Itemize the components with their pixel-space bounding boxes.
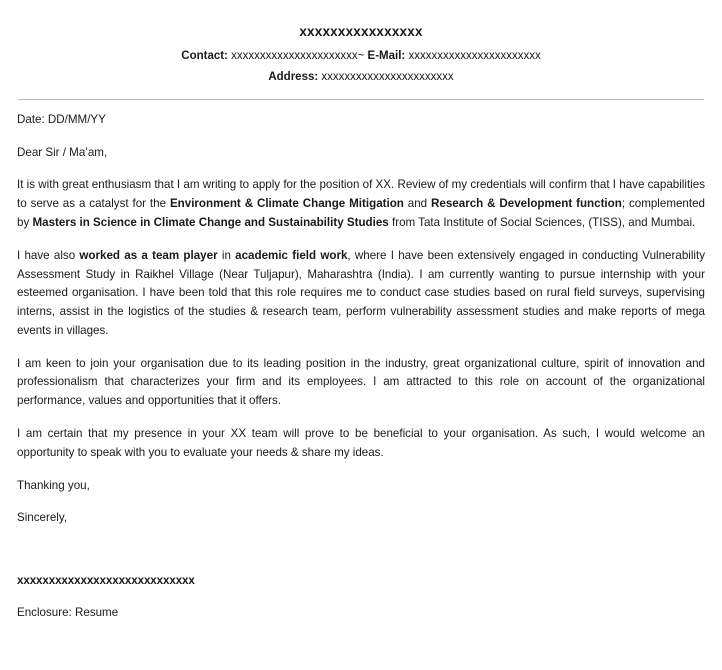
sincerely-line: Sincerely,: [17, 511, 68, 525]
salutation: Dear Sir / Ma’am,: [17, 145, 108, 159]
contact-label: Contact:: [181, 50, 228, 63]
address-label: Address:: [268, 71, 319, 84]
p2-emphasis-1: worked as a team player: [79, 248, 218, 262]
paragraph-2: [17, 247, 705, 341]
p1-text-3: ; complemented by: [17, 197, 705, 229]
p2-emphasis-2: academic field work: [235, 248, 348, 262]
letterhead: [17, 0, 705, 87]
contact-value: xxxxxxxxxxxxxxxxxxxxxx~: [231, 50, 365, 63]
thanking-line: Thanking you,: [17, 478, 90, 492]
email-value: xxxxxxxxxxxxxxxxxxxxxxx: [408, 50, 541, 63]
paragraph-1: [17, 176, 705, 232]
address-line: [17, 69, 705, 87]
p1-text-1: It is with great enthusiasm that I am writing to apply for the position of XX. Review of my credentials will confirm that I have capabilities to serve as a catalyst for the: [17, 178, 705, 211]
p2-text-1: I have also: [17, 248, 80, 262]
paragraph-3: I am keen to join your organisation due to its leading position in the industry, great organizational culture, spirit of innovation and professionalism that characterizes your firm and its employees. I am attracted to this role on account of the organizational performance, values and opportunities that it offers.: [17, 356, 705, 408]
signature-name: xxxxxxxxxxxxxxxxxxxxxxxxxxxx: [17, 574, 195, 588]
enclosure-line: Enclosure: Resume: [17, 605, 119, 619]
sender-name: xxxxxxxxxxxxxxxx: [299, 24, 423, 39]
p1-emphasis-3: Masters in Science in Climate Change and Sustainability Studies: [32, 216, 389, 229]
email-label: E-Mail:: [367, 50, 406, 63]
p2-text-3: , where I have been extensively engaged in conducting Vulnerability Assessment Study in Raikhel Village (Near Tuljapur), Maharashtra (India). I am currently wanting to pursue internship with your esteemed organisation. I have been told that this role requires me to conduct case studies based on rural field surveys, supervising interns, assist in the logistics of the studies & research team, perform vulnerability assessment studies and make reports of mega events in villages.: [17, 248, 706, 337]
p1-text-2: and: [403, 197, 432, 211]
date-line: Date: DD/MM/YY: [17, 112, 106, 126]
address-value: xxxxxxxxxxxxxxxxxxxxxxx: [321, 71, 454, 84]
paragraph-4: I am certain that my presence in your XX team will prove to be beneficial to your organisation. As such, I would welcome an opportunity to speak with you to evaluate your needs & share my ideas.: [17, 427, 705, 459]
p1-text-4: from Tata Institute of Social Sciences, (TISS), and Mumbai.: [388, 216, 696, 229]
p1-emphasis-2: Research & Development function: [431, 197, 622, 211]
letter-body: [17, 100, 705, 623]
contact-email-line: [17, 48, 705, 66]
p2-text-2: in: [217, 248, 236, 262]
p1-emphasis-1: Environment & Climate Change Mitigation: [169, 197, 404, 211]
signature-block: [17, 572, 705, 623]
